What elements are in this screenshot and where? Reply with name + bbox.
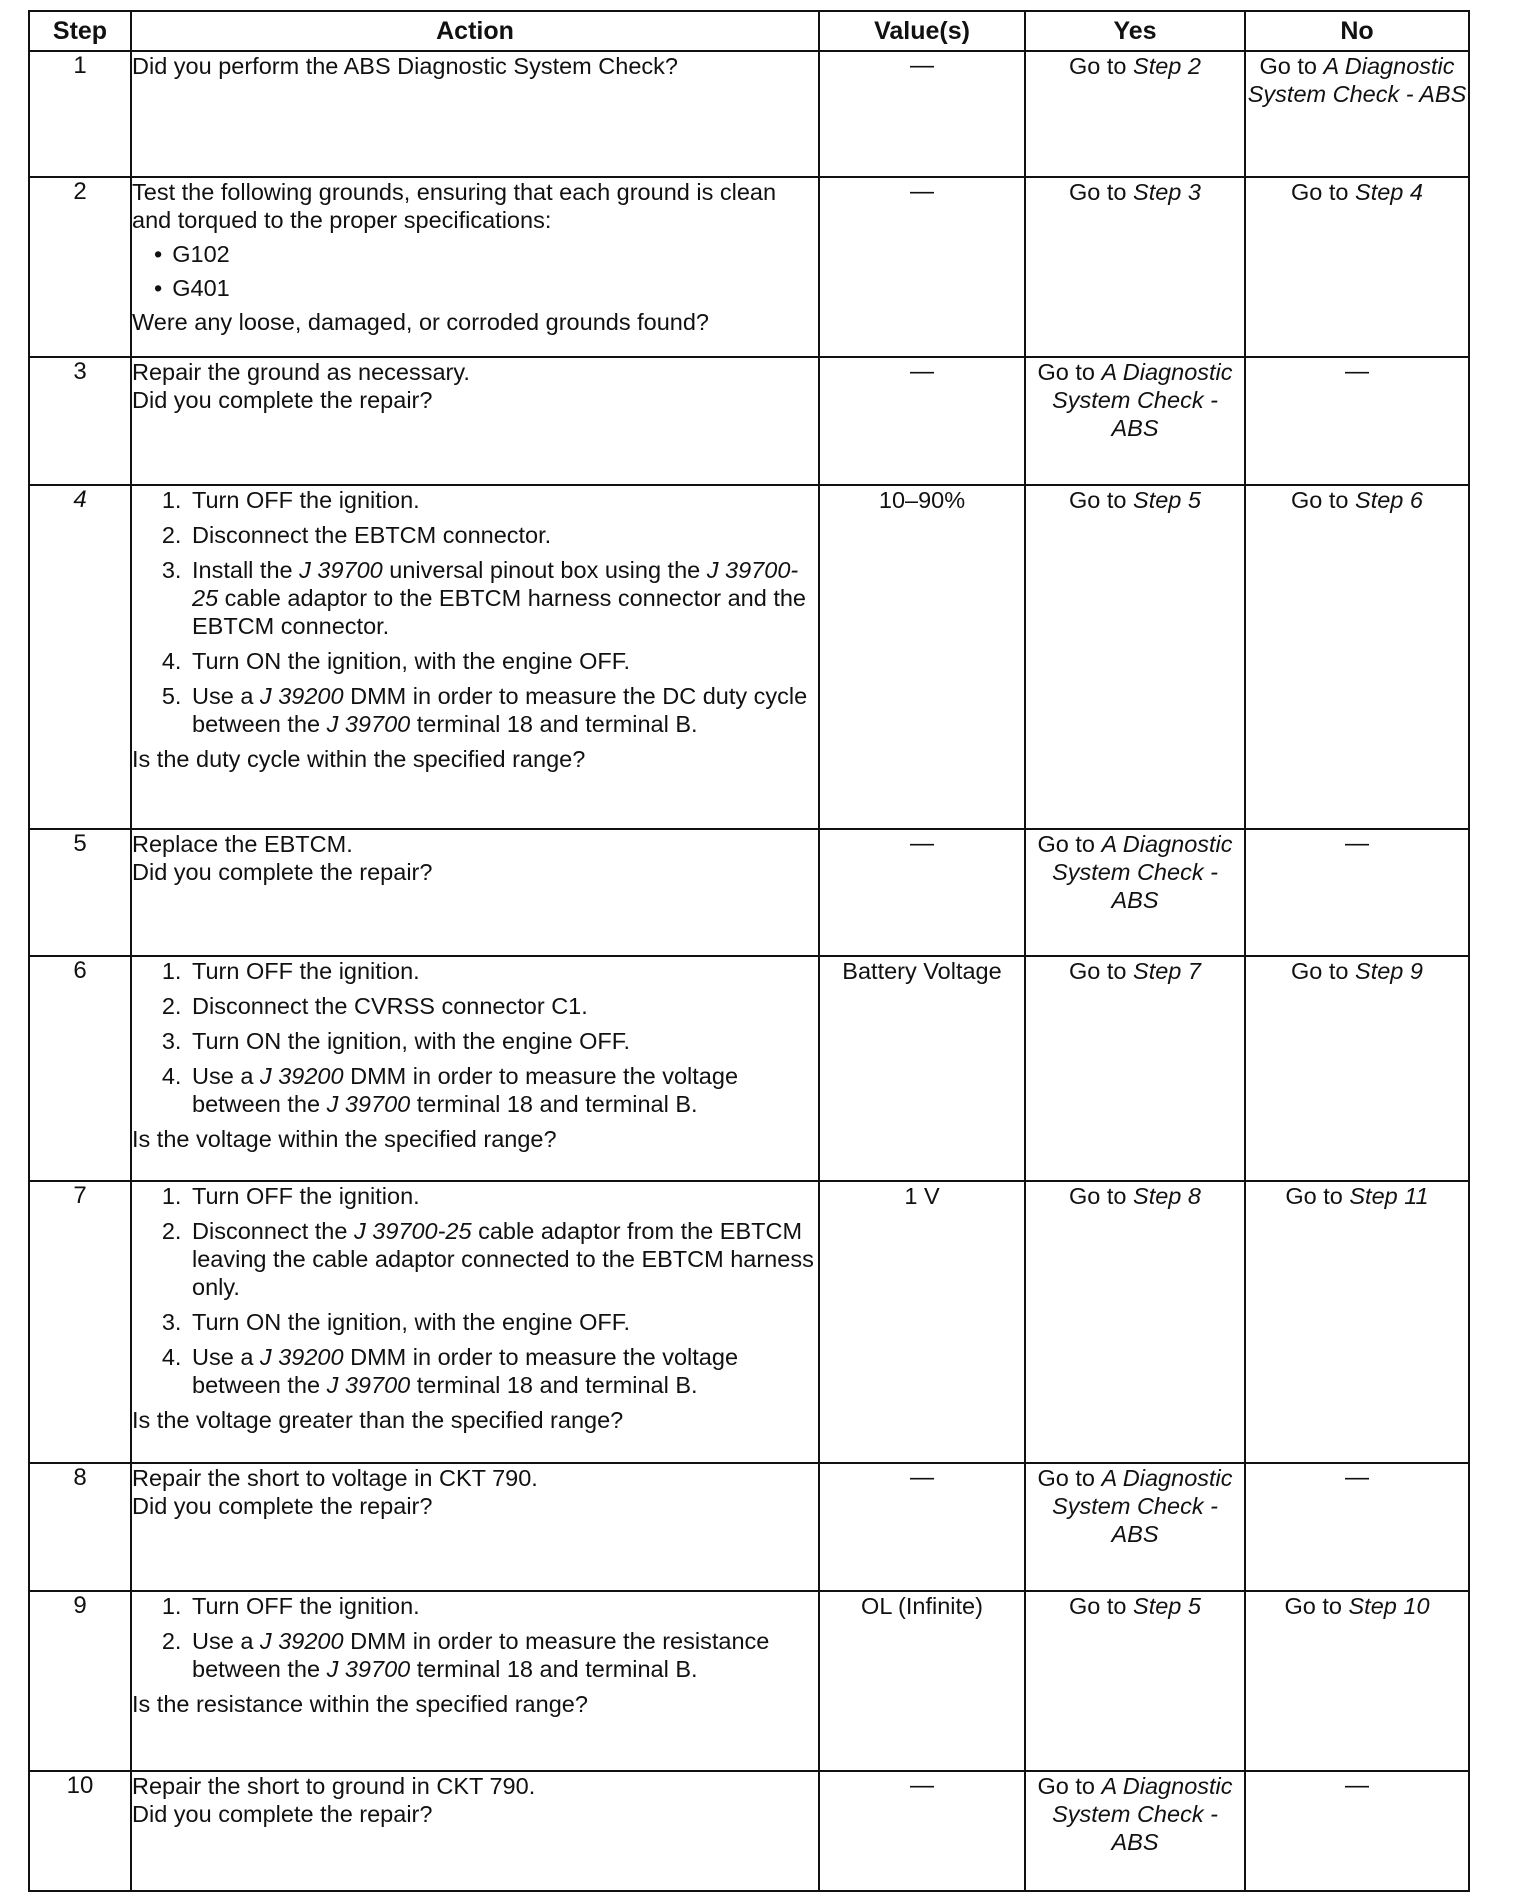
goto-link[interactable]: A Diagnostic System Check - ABS	[1052, 831, 1233, 913]
goto-prefix: Go to	[1037, 1465, 1102, 1491]
no-cell: —	[1245, 1463, 1469, 1591]
goto-link[interactable]: Step 10	[1348, 1593, 1430, 1619]
goto-prefix: Go to	[1291, 179, 1356, 205]
procedure-list	[132, 957, 818, 1118]
no-cell	[1245, 1591, 1469, 1771]
action-question: Is the voltage greater than the specified range?	[132, 1407, 624, 1433]
header-no: No	[1245, 11, 1469, 51]
goto-link[interactable]: Step 7	[1133, 958, 1201, 984]
value-cell: OL (Infinite)	[819, 1591, 1025, 1771]
yes-cell	[1025, 1463, 1245, 1591]
action-cell	[131, 829, 819, 956]
header-values: Value(s)	[819, 11, 1025, 51]
yes-cell	[1025, 1771, 1245, 1891]
goto-link[interactable]: A Diagnostic System Check - ABS	[1052, 1773, 1233, 1855]
value-cell: —	[819, 1463, 1025, 1591]
header-action: Action	[131, 11, 819, 51]
goto-link[interactable]: Step 5	[1133, 487, 1201, 513]
list-item: 1. Turn OFF the ignition.	[188, 1182, 818, 1210]
step-number: 3	[29, 357, 131, 485]
action-question: Is the resistance within the specified range?	[132, 1691, 588, 1717]
action-cell	[131, 956, 819, 1181]
list-item: 3. Turn ON the ignition, with the engine OFF.	[188, 1027, 818, 1055]
yes-cell	[1025, 1591, 1245, 1771]
action-intro: Replace the EBTCM.	[132, 831, 353, 857]
list-item: 4. Use a J 39200 DMM in order to measure the voltage between the J 39700 terminal 18 and terminal B.	[188, 1343, 818, 1399]
procedure-list	[132, 1182, 818, 1399]
action-intro: Repair the short to voltage in CKT 790.	[132, 1465, 538, 1491]
yes-cell	[1025, 51, 1245, 177]
table-row	[29, 956, 1469, 1181]
action-cell	[131, 51, 819, 177]
step-number: 2	[29, 177, 131, 357]
goto-link[interactable]: Step 3	[1133, 179, 1201, 205]
action-intro: Repair the short to ground in CKT 790.	[132, 1773, 536, 1799]
value-cell: —	[819, 357, 1025, 485]
yes-cell	[1025, 485, 1245, 829]
header-yes: Yes	[1025, 11, 1245, 51]
action-question: Is the duty cycle within the specified range?	[132, 746, 586, 772]
table-row	[29, 357, 1469, 485]
action-cell	[131, 357, 819, 485]
tool-ref: J 39700-25	[192, 557, 799, 611]
step-number: 6	[29, 956, 131, 1181]
action-question: Were any loose, damaged, or corroded grounds found?	[132, 309, 709, 335]
goto-prefix: Go to	[1069, 487, 1134, 513]
step-number: 5	[29, 829, 131, 956]
action-cell	[131, 1591, 819, 1771]
list-item: 3. Turn ON the ignition, with the engine OFF.	[188, 1308, 818, 1336]
step-number: 7	[29, 1181, 131, 1463]
no-cell: —	[1245, 829, 1469, 956]
goto-prefix: Go to	[1285, 1183, 1350, 1209]
tool-ref: J 39200	[259, 1628, 344, 1654]
goto-prefix: Go to	[1291, 487, 1356, 513]
goto-prefix: Go to	[1037, 1773, 1102, 1799]
goto-link[interactable]: A Diagnostic System Check - ABS	[1052, 1465, 1233, 1547]
table-row	[29, 1463, 1469, 1591]
value-cell: 1 V	[819, 1181, 1025, 1463]
header-row	[29, 11, 1469, 51]
goto-prefix: Go to	[1037, 359, 1102, 385]
table-row	[29, 51, 1469, 177]
list-item: 4. Turn ON the ignition, with the engine OFF.	[188, 647, 818, 675]
tool-ref: J 39700	[326, 1091, 411, 1117]
yes-cell	[1025, 956, 1245, 1181]
value-cell: 10–90%	[819, 485, 1025, 829]
yes-cell	[1025, 829, 1245, 956]
goto-prefix: Go to	[1069, 53, 1134, 79]
yes-cell	[1025, 357, 1245, 485]
goto-prefix: Go to	[1069, 958, 1134, 984]
action-question: Did you perform the ABS Diagnostic System Check?	[132, 53, 678, 79]
list-item: 5. Use a J 39200 DMM in order to measure the DC duty cycle between the J 39700 terminal 18 and terminal B.	[188, 682, 818, 738]
goto-link[interactable]: Step 11	[1349, 1183, 1429, 1209]
goto-link[interactable]: A Diagnostic System Check - ABS	[1052, 359, 1233, 441]
goto-link[interactable]: Step 9	[1355, 958, 1423, 984]
no-cell: —	[1245, 357, 1469, 485]
goto-prefix: Go to	[1284, 1593, 1349, 1619]
procedure-list	[132, 1592, 818, 1683]
goto-prefix: Go to	[1069, 179, 1134, 205]
yes-cell	[1025, 177, 1245, 357]
action-question: Did you complete the repair?	[132, 387, 433, 413]
step-number: 9	[29, 1591, 131, 1771]
value-cell: Battery Voltage	[819, 956, 1025, 1181]
yes-cell	[1025, 1181, 1245, 1463]
table-row	[29, 1181, 1469, 1463]
ground-list	[154, 240, 818, 302]
tool-ref: J 39700-25	[353, 1218, 472, 1244]
list-item: 1. Turn OFF the ignition.	[188, 1592, 818, 1620]
action-cell	[131, 1463, 819, 1591]
goto-prefix: Go to	[1037, 831, 1102, 857]
table-row	[29, 1591, 1469, 1771]
action-intro: Repair the ground as necessary.	[132, 359, 470, 385]
tool-ref: J 39700	[326, 1656, 411, 1682]
action-question: Did you complete the repair?	[132, 859, 433, 885]
table-row	[29, 485, 1469, 829]
action-cell	[131, 177, 819, 357]
value-cell: —	[819, 51, 1025, 177]
action-cell	[131, 1771, 819, 1891]
no-cell	[1245, 1181, 1469, 1463]
procedure-list	[132, 486, 818, 738]
list-item: 2. Disconnect the CVRSS connector C1.	[188, 992, 818, 1020]
tool-ref: J 39200	[259, 1063, 344, 1089]
action-cell	[131, 485, 819, 829]
action-cell	[131, 1181, 819, 1463]
list-item: • G102	[154, 240, 818, 268]
no-cell: —	[1245, 1771, 1469, 1891]
action-question: Did you complete the repair?	[132, 1493, 433, 1519]
no-cell	[1245, 177, 1469, 357]
step-number: 1	[29, 51, 131, 177]
list-item: 3. Install the J 39700 universal pinout box using the J 39700-25 cable adaptor to the EBTCM harness connector and the EBTCM connector.	[188, 556, 818, 640]
diagnostic-table	[28, 10, 1470, 1892]
step-number: 4	[29, 485, 131, 829]
goto-link[interactable]: Step 4	[1355, 179, 1423, 205]
tool-ref: J 39700	[299, 557, 383, 583]
goto-prefix: Go to	[1069, 1183, 1134, 1209]
action-question: Did you complete the repair?	[132, 1801, 433, 1827]
goto-link[interactable]: A Diagnostic System Check - ABS	[1247, 53, 1467, 107]
goto-link[interactable]: Step 2	[1133, 53, 1201, 79]
list-item: 1. Turn OFF the ignition.	[188, 486, 818, 514]
tool-ref: J 39200	[259, 1344, 344, 1370]
value-cell: —	[819, 1771, 1025, 1891]
value-cell: —	[819, 829, 1025, 956]
no-cell	[1245, 485, 1469, 829]
goto-prefix: Go to	[1069, 1593, 1134, 1619]
goto-link[interactable]: Step 8	[1133, 1183, 1201, 1209]
goto-link[interactable]: Step 5	[1133, 1593, 1201, 1619]
goto-prefix: Go to	[1291, 958, 1356, 984]
no-cell	[1245, 51, 1469, 177]
tool-ref: J 39700	[326, 711, 411, 737]
tool-ref: J 39200	[259, 683, 344, 709]
list-item: 2. Use a J 39200 DMM in order to measure the resistance between the J 39700 terminal 18 and terminal B.	[188, 1627, 818, 1683]
list-item: • G401	[154, 274, 818, 302]
value-cell: —	[819, 177, 1025, 357]
table-row	[29, 829, 1469, 956]
action-intro: Test the following grounds, ensuring that each ground is clean and torqued to the proper specifications:	[132, 179, 777, 233]
header-step: Step	[29, 11, 131, 51]
list-item: 2. Disconnect the EBTCM connector.	[188, 521, 818, 549]
table-row	[29, 1771, 1469, 1891]
action-question: Is the voltage within the specified range?	[132, 1126, 557, 1152]
list-item: 4. Use a J 39200 DMM in order to measure the voltage between the J 39700 terminal 18 and terminal B.	[188, 1062, 818, 1118]
goto-link[interactable]: Step 6	[1355, 487, 1423, 513]
goto-prefix: Go to	[1259, 53, 1324, 79]
no-cell	[1245, 956, 1469, 1181]
list-item: 2. Disconnect the J 39700-25 cable adaptor from the EBTCM leaving the cable adaptor connected to the EBTCM harness only.	[188, 1217, 818, 1301]
list-item: 1. Turn OFF the ignition.	[188, 957, 818, 985]
step-number: 8	[29, 1463, 131, 1591]
tool-ref: J 39700	[326, 1372, 411, 1398]
step-number: 10	[29, 1771, 131, 1891]
table-row	[29, 177, 1469, 357]
